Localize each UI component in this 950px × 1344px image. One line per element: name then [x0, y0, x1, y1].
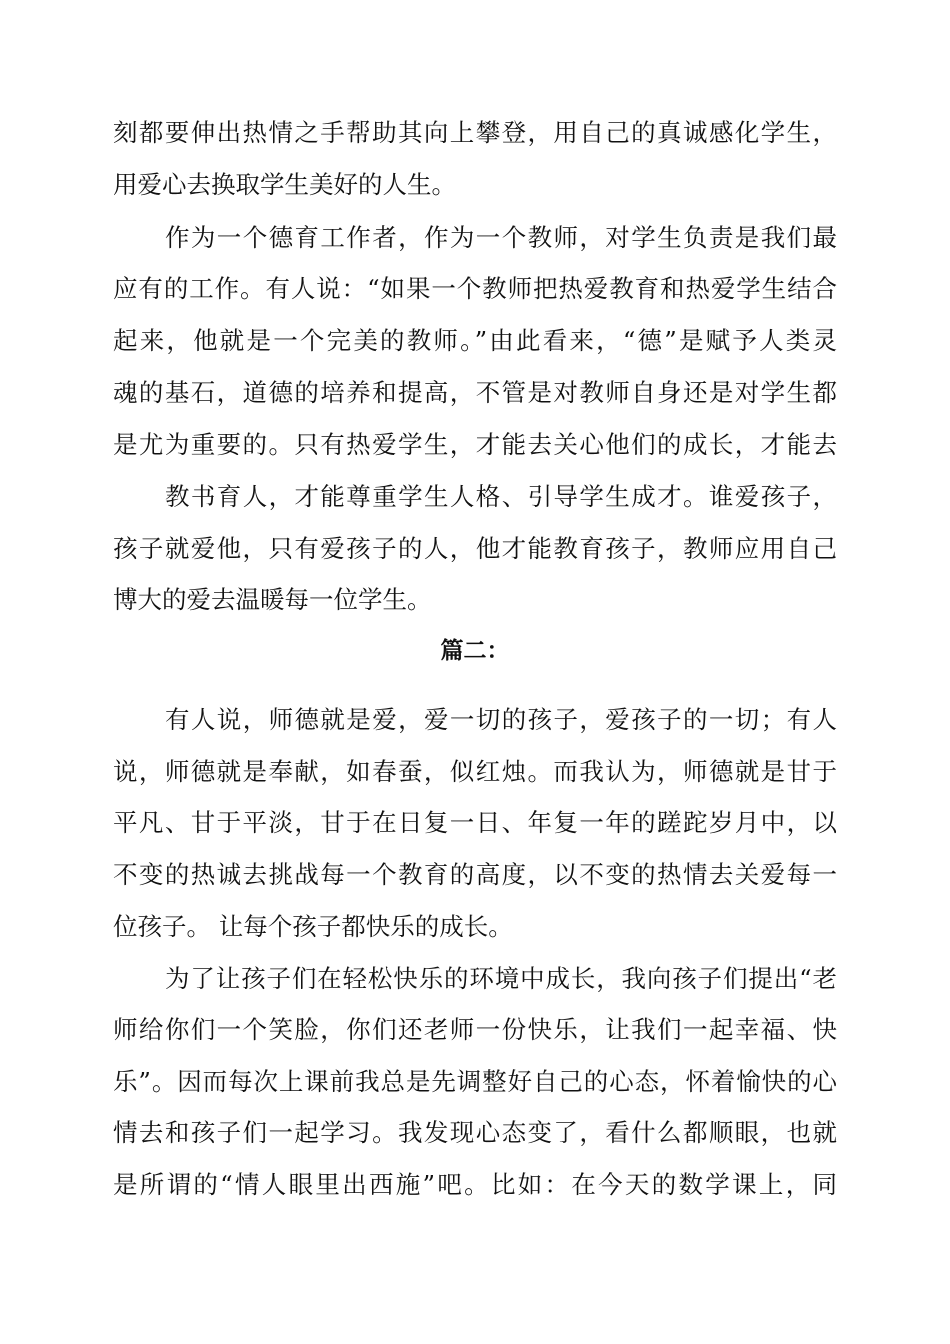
paragraph-first-line: 作为一个德育工作者，作为一个教师，对学生负责是我们最	[165, 223, 837, 252]
text-line: 魂的基石，道德的培养和提高，不管是对教师自身还是对学生都	[113, 378, 837, 407]
text-line: 师给你们一个笑脸，你们还老师一份快乐，让我们一起幸福、快	[113, 1015, 837, 1044]
paragraph-first-line: 有人说，师德就是爱，爱一切的孩子，爱孩子的一切；有人	[165, 705, 837, 734]
text-line: 起来，他就是一个完美的教师。”由此看来，“德”是赋予人类灵	[113, 326, 837, 355]
paragraph-first-line: 为了让孩子们在轻松快乐的环境中成长，我向孩子们提出“老	[165, 964, 837, 993]
text-line: 博大的爱去温暖每一位学生。	[113, 585, 432, 614]
text-line: 用爱心去换取学生美好的人生。	[113, 170, 456, 199]
text-line: 位孩子。 让每个孩子都快乐的成长。	[113, 912, 513, 941]
text-line: 说，师德就是奉献，如春蚕，似红烛。而我认为，师德就是甘于	[113, 757, 837, 786]
text-line: 孩子就爱他，只有爱孩子的人，他才能教育孩子，教师应用自己	[113, 534, 837, 563]
text-line: 不变的热诚去挑战每一个教育的高度，以不变的热情去关爱每一	[113, 860, 837, 889]
text-line: 平凡、甘于平淡，甘于在日复一日、年复一年的蹉跎岁月中，以	[113, 808, 837, 837]
text-line: 刻都要伸出热情之手帮助其向上攀登，用自己的真诚感化学生，	[113, 118, 837, 147]
text-line: 应有的工作。有人说：“如果一个教师把热爱教育和热爱学生结合	[113, 274, 837, 303]
text-line: 是所谓的“情人眼里出西施”吧。比如：在今天的数学课上，同	[113, 1170, 837, 1199]
text-line: 乐”。因而每次上课前我总是先调整好自己的心态，怀着愉快的心	[113, 1067, 837, 1096]
section-heading: 篇二：	[440, 638, 510, 664]
text-line: 是尤为重要的。只有热爱学生，才能去关心他们的成长，才能去	[113, 430, 837, 459]
text-line: 情去和孩子们一起学习。我发现心态变了，看什么都顺眼，也就	[113, 1118, 837, 1147]
paragraph-first-line: 教书育人，才能尊重学生人格、引导学生成才。谁爱孩子，	[165, 482, 837, 511]
